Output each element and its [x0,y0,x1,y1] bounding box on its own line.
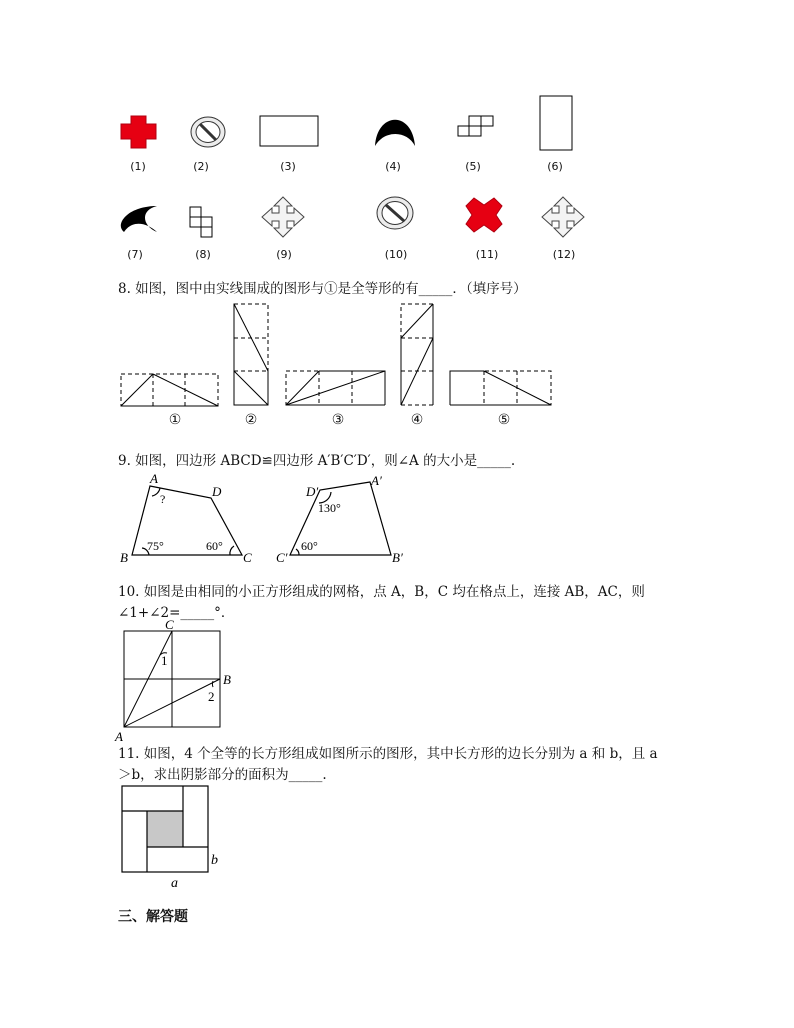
no-entry-shape [191,117,225,147]
q10-label-C: C [165,617,174,632]
question-9: 9. 如图，四边形 ABCD≌四边形 A′B′C′D′，则∠A 的大小是_____. [118,453,516,469]
question-8: 8. 如图，图中由实线围成的图形与①是全等形的有_____．（填序号） [118,281,527,297]
q10-label-B: B [223,672,231,687]
question-10-line2: ∠1+∠2=_____°． [118,605,235,621]
q11-label-b: b [211,853,218,868]
q9-label-B2: B′ [392,550,403,565]
caption-2: (2) [193,160,209,173]
caption-10: (10) [384,248,408,261]
q8-shape-4 [401,304,433,405]
four-arrow-shape-9 [262,197,304,237]
caption-12: (12) [552,248,576,261]
q10-label-1: 1 [161,653,168,668]
black-arch-shape [375,120,415,146]
q10-label-2: 2 [208,689,215,704]
q9-figure [0,470,794,570]
caption-11: (11) [475,248,499,261]
squares-shape-5 [458,116,493,136]
q9-angle-C2: 60° [301,539,318,553]
q8-figure [0,300,794,410]
q8-shape-3 [286,371,385,405]
q9-angle-B: 75° [147,539,164,553]
q8-label-4: ④ [410,412,424,428]
q8-shape-1 [121,374,218,406]
crescent-shape [121,206,157,232]
q8-shape-5 [450,371,551,405]
q9-label-D2: D′ [306,484,319,499]
four-arrow-shape-12 [542,197,584,237]
q9-label-A: A [150,471,158,486]
q9-angle-C: 60° [206,539,223,553]
red-x-cross-shape [466,198,502,232]
section-title: 三、解答题 [118,909,188,925]
caption-3: (3) [280,160,296,173]
q8-label-2: ② [244,412,258,428]
caption-5: (5) [465,160,481,173]
red-cross-shape [121,116,156,148]
caption-1: (1) [130,160,146,173]
q8-label-1: ① [168,412,182,428]
q8-label-5: ⑤ [497,412,511,428]
caption-9: (9) [276,248,292,261]
shapes-figure [0,0,794,280]
q9-label-B: B [120,550,128,565]
q8-label-3: ③ [331,412,345,428]
q9-label-C2: C′ [276,550,288,565]
tall-rectangle-shape [540,96,572,150]
no-entry-shape-10 [377,197,413,229]
q11-label-a: a [171,876,178,891]
question-10-line1: 10. 如图是由相同的小正方形组成的网格，点 A，B，C 均在格点上，连接 AB，AC，则 [118,584,645,600]
question-11-line2: ＞b，求出阴影部分的面积为_____. [118,767,327,783]
q9-label-C: C [243,550,252,565]
caption-4: (4) [385,160,401,173]
q9-angle-A: ? [160,492,166,506]
q10-label-A: A [115,729,123,744]
q11-figure [0,780,794,895]
shaded-square [147,811,183,847]
rectangle-shape [260,116,318,146]
q9-label-D: D [212,484,222,499]
caption-8: (8) [195,248,211,261]
q8-shape-2 [234,304,268,405]
squares-shape-8 [190,207,212,237]
caption-6: (6) [547,160,563,173]
question-11-line1: 11. 如图，4 个全等的长方形组成如图所示的图形，其中长方形的边长分别为 a 和 b，且 a [118,746,658,762]
q10-figure [0,615,794,745]
q9-label-A2: A′ [371,473,382,488]
q9-angle-D2: 130° [318,501,341,515]
caption-7: (7) [127,248,143,261]
